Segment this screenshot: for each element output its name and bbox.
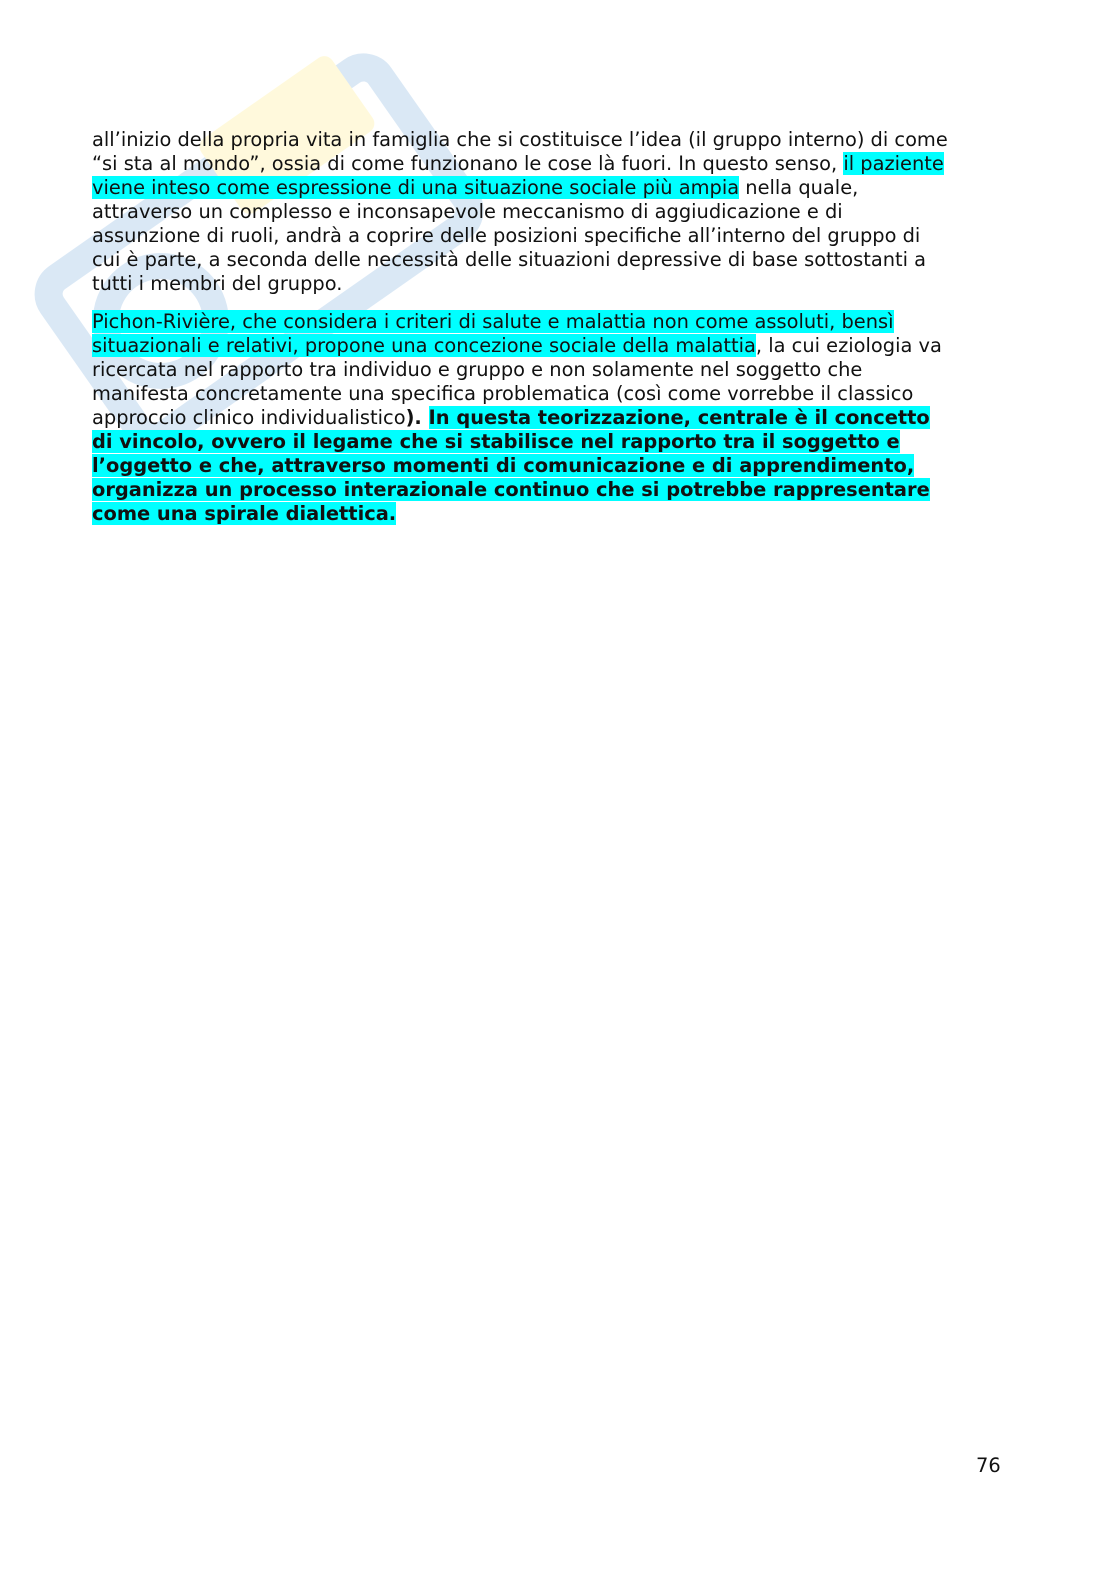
text-span: ricercata nel rapporto tra individuo e gruppo e non solamente nel soggetto che [92,358,863,381]
text-span: nella quale, [739,176,859,199]
highlighted-bold-text: come una spirale dialettica. [92,502,397,525]
highlighted-bold-text: di vincolo, ovvero il legame che si stabilisce nel rapporto tra il soggetto e [92,430,900,453]
text-line [92,358,1012,382]
text-line [92,176,1012,200]
text-span: approccio clinico individualistico [92,406,406,429]
text-span: “si sta al mondo”, ossia di come funzionano le cose là fuori. In questo senso, [92,152,844,175]
text-line [92,478,1012,502]
highlighted-bold-text: In questa teorizzazione, centrale è il concetto [428,406,930,429]
highlighted-text: situazionali e relativi, propone una concezione sociale della malattia [92,334,756,357]
paragraph-2 [92,310,1012,526]
highlighted-text: viene inteso come espressione di una situazione sociale più ampia [92,176,740,199]
highlighted-bold-text: organizza un processo interazionale continuo che si potrebbe rappresentare [92,478,930,501]
text-line [92,248,1012,272]
text-span: all’inizio della propria vita in famiglia che si costituisce l’idea (il gruppo interno) di come [92,128,948,151]
highlighted-bold-text: l’oggetto e che, attraverso momenti di comunicazione e di apprendimento, [92,454,915,477]
text-line [92,502,1012,526]
text-line [92,382,1012,406]
page-body [92,128,1012,526]
highlighted-text: il paziente [843,152,944,175]
highlighted-text: Pichon-Rivière, che considera i criteri di salute e malattia non come assoluti, bensì [92,310,894,333]
text-line [92,454,1012,478]
text-span: , la cui eziologia va [755,334,942,357]
text-span: attraverso un complesso e inconsapevole meccanismo di aggiudicazione e di [92,200,843,223]
text-line [92,334,1012,358]
text-line [92,430,1012,454]
text-span: tutti i membri del gruppo. [92,272,343,295]
text-span: manifesta concretamente una specifica problematica (così come vorrebbe il classico [92,382,914,405]
text-line [92,152,1012,176]
text-span: cui è parte, a seconda delle necessità delle situazioni depressive di base sottostanti a [92,248,927,271]
text-span: assunzione di ruoli, andrà a coprire delle posizioni specifiche all’interno del gruppo di [92,224,921,247]
text-line [92,272,1012,296]
bold-text: ). [405,406,429,429]
text-line [92,310,1012,334]
page-number: 76 [976,1454,1001,1477]
paragraph-1 [92,128,1012,296]
text-line [92,406,1012,430]
paragraph-gap [92,296,1012,310]
text-line [92,224,1012,248]
text-line [92,200,1012,224]
text-line [92,128,1012,152]
